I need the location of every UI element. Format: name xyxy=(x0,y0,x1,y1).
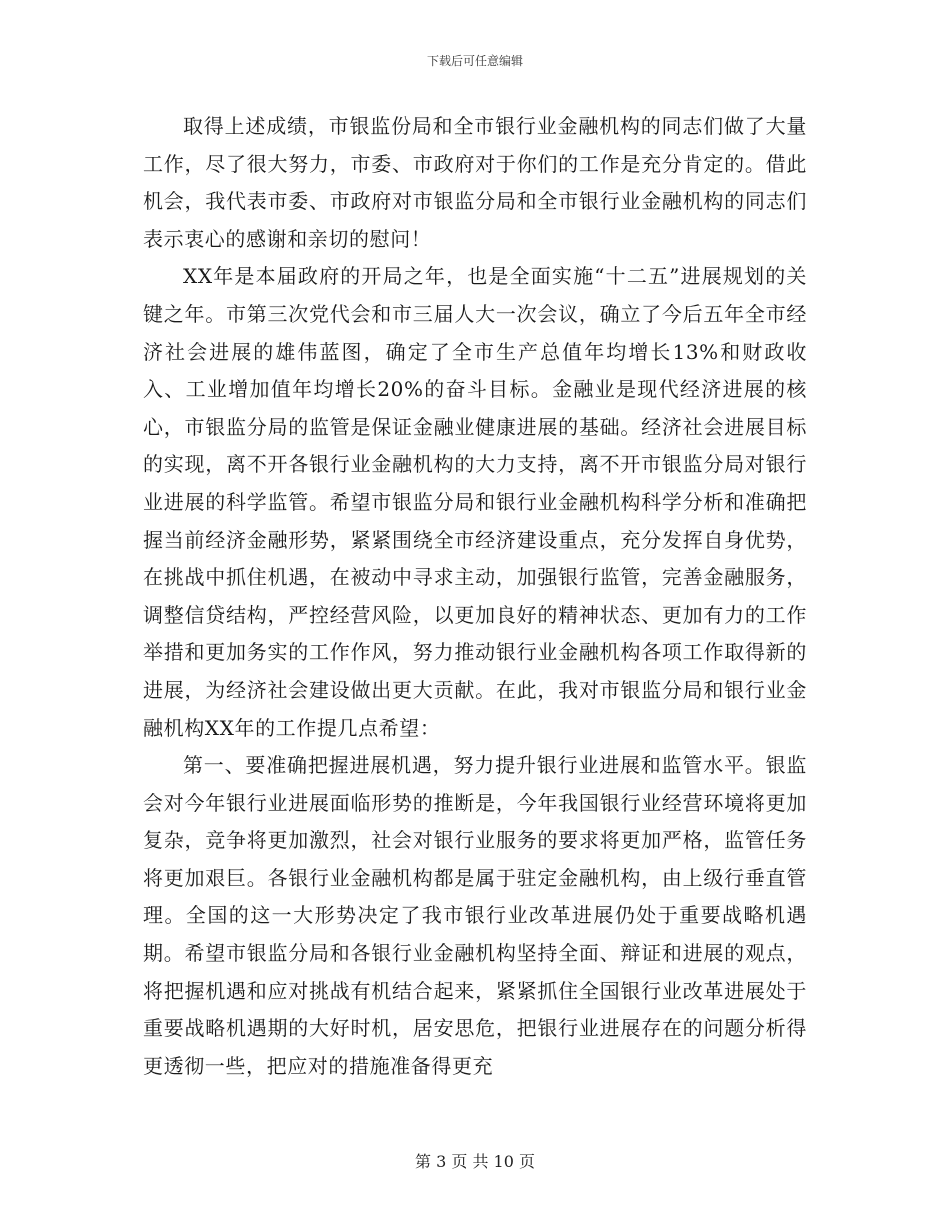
page-number-footer: 第 3 页 共 10 页 xyxy=(415,1152,535,1171)
paragraph-2: XX年是本届政府的开局之年，也是全面实施“十二五”进展规划的关键之年。市第三次党代会和市三届人大一次会议，确立了今后五年全市经济社会进展的雄伟蓝图，确定了全市生产总值年均增长13%和财政收入、工业增加值年均增长20%的奋斗目标。金融业是现代经济进展的核心，市银监分局的监管是保证金融业健康进展的基础。经济社会进展目标的实现，离不开各银行业金融机构的大力支持，离不开市银监分局对银行业进展的科学监管。希望市银监分局和银行业金融机构科学分析和准确把握当前经济金融形势，紧紧围绕全市经济建设重点，充分发挥自身优势，在挑战中抓住机遇，在被动中寻求主动，加强银行监管，完善金融服务，调整信贷结构，严控经营风险，以更加良好的精神状态、更加有力的工作举措和更加务实的工作作风，努力推动银行业金融机构各项工作取得新的进展，为经济社会建设做出更大贡献。在此，我对市银监分局和银行业金融机构XX年的工作提几点希望： xyxy=(143,264,807,740)
paragraph-1: 取得上述成绩，市银监份局和全市银行业金融机构的同志们做了大量工作，尽了很大努力，市委、市政府对于你们的工作是充分肯定的。借此机会，我代表市委、市政府对市银监分局和全市银行业金融机构的同志们表示衷心的感谢和亲切的慰问！ xyxy=(143,114,807,251)
paragraph-3: 第一、要准确把握进展机遇，努力提升银行业进展和监管水平。银监会对今年银行业进展面临形势的推断是，今年我国银行业经营环境将更加复杂，竞争将更加激烈，社会对银行业服务的要求将更加严格，监管任务将更加艰巨。各银行业金融机构都是属于驻定金融机构，由上级行垂直管理。全国的这一大形势决定了我市银行业改革进展仍处于重要战略机遇期。希望市银监分局和各银行业金融机构坚持全面、辩证和进展的观点，将把握机遇和应对挑战有机结合起来，紧紧抓住全国银行业改革进展处于重要战略机遇期的大好时机，居安思危，把银行业进展存在的问题分析得更透彻一些，把应对的措施准备得更充 xyxy=(143,753,807,1078)
document-body xyxy=(143,108,807,1085)
page-header-note: 下载后可任意编辑 xyxy=(426,54,523,68)
